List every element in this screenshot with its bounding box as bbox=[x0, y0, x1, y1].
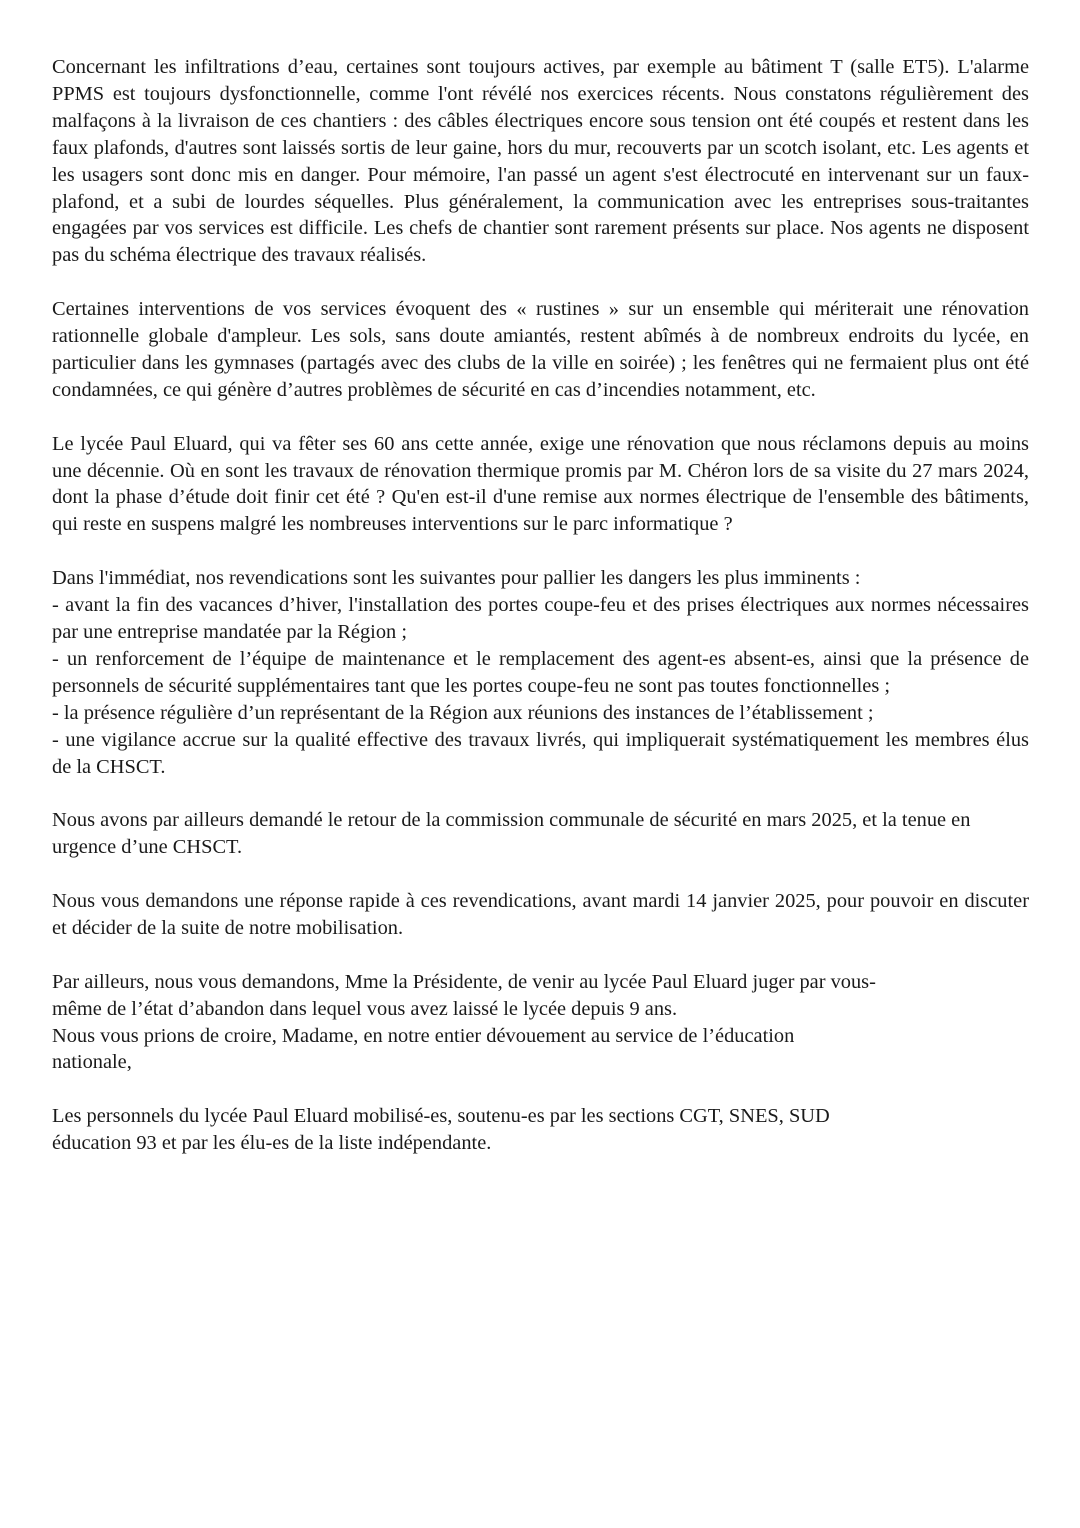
demands-section bbox=[52, 565, 1029, 780]
closing-section bbox=[52, 969, 1029, 1077]
paragraph-safety-commission: Nous avons par ailleurs demandé le retour de la commission communale de sécurité en mars 2025, et la tenue en urgence d’une CHSCT. bbox=[52, 809, 971, 859]
closing-formula-line: Nous vous prions de croire, Madame, en notre entier dévouement au service de l’éducation bbox=[52, 1024, 795, 1047]
demand-item: - avant la fin des vacances d’hiver, l'installation des portes coupe-feu et des prises électriques aux normes nécessaires par une entreprise mandatée par la Région ; bbox=[52, 594, 1029, 643]
paragraph-water-infiltrations: Concernant les infiltrations d’eau, certaines sont toujours actives, par exemple au bâtiment T (salle ET5). L'alarme PPMS est toujours dysfonctionnelle, comme l'ont révélé nos exercices récents. Nous constatons régulièrement des malfaçons à la livraison de ces chantiers : des câbles électriques encore sous tension ont été coupés et restent dans les faux plafonds, d'autres sont laissés sortis de leur gaine, hors du mur, recouverts par un scotch isolant, etc. Les agents et les usagers sont donc mis en danger. Pour mémoire, l'an passé un agent s'est électrocuté en intervenant sur un faux-plafond, et a subi de lourdes séquelles. Plus généralement, la communication avec les entreprises sous-traitantes engagées par vos services est difficile. Les chefs de chantier sont rarement présents sur place. Nos agents ne disposent pas du schéma électrique des travaux réalisés. bbox=[52, 56, 1029, 267]
letter-body bbox=[52, 54, 1029, 1184]
invitation-line: même de l’état d’abandon dans lequel vous avez laissé le lycée depuis 9 ans. bbox=[52, 997, 678, 1020]
demand-item: - une vigilance accrue sur la qualité effective des travaux livrés, qui impliquerait systématiquement les membres élus de la CHSCT. bbox=[52, 728, 1029, 778]
paragraph-renovation-patches: Certaines interventions de vos services évoquent des « rustines » sur un ensemble qui mériterait une rénovation rationnelle globale d'ampleur. Les sols, sans doute amiantés, restent abîmés à de nombreux endroits du lycée, en particulier dans les gymnases (partagés avec des clubs de la ville en soirée) ; les fenêtres qui ne fermaient plus ont été condamnées, ce qui génère d’autres problèmes de sécurité en cas d’incendies notamment, etc. bbox=[52, 298, 1029, 401]
paragraph-response-request: Nous vous demandons une réponse rapide à ces revendications, avant mardi 14 janvier 2025, pour pouvoir en discuter et décider de la suite de notre mobilisation. bbox=[52, 890, 1029, 939]
invitation-line: Par ailleurs, nous vous demandons, Mme la Présidente, de venir au lycée Paul Eluard juger par vous- bbox=[52, 970, 876, 993]
signature-line: Les personnels du lycée Paul Eluard mobilisé-es, soutenu-es par les sections CGT, SNES, SUD bbox=[52, 1105, 830, 1128]
closing-formula-line: nationale, bbox=[52, 1051, 132, 1074]
demand-item: - la présence régulière d’un représentant de la Région aux réunions des instances de l’établissement ; bbox=[52, 701, 874, 724]
signature-line: éducation 93 et par les élu-es de la liste indépendante. bbox=[52, 1132, 492, 1155]
signature bbox=[52, 1103, 1029, 1157]
demands-intro: Dans l'immédiat, nos revendications sont les suivantes pour pallier les dangers les plus imminents : bbox=[52, 567, 861, 590]
demand-item: - un renforcement de l’équipe de maintenance et le remplacement des agent-es absent-es, ainsi que la présence de personnels de sécurité supplémentaires tant que les portes coupe-feu ne sont pas toutes fonctionnelles ; bbox=[52, 647, 1029, 697]
paragraph-renovation-request: Le lycée Paul Eluard, qui va fêter ses 60 ans cette année, exige une rénovation que nous réclamons depuis au moins une décennie. Où en sont les travaux de rénovation thermique promis par M. Chéron lors de sa visite du 27 mars 2024, dont la phase d’étude doit finir cet été ? Qu'en est-il d'une remise aux normes électrique de l'ensemble des bâtiments, qui reste en suspens malgré les nombreuses interventions sur le parc informatique ? bbox=[52, 432, 1029, 536]
